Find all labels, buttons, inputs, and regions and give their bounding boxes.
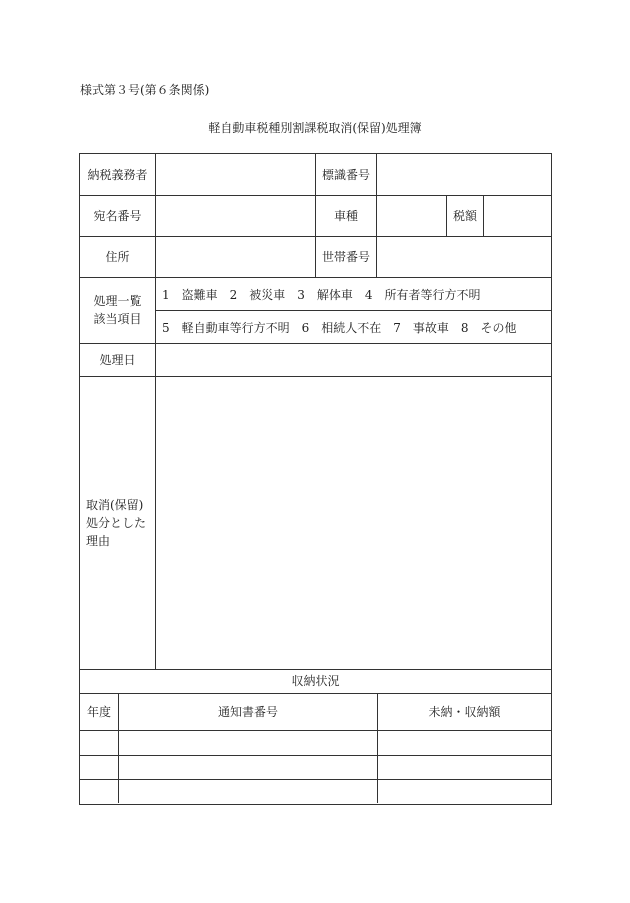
reason-label: [80, 376, 155, 669]
table-row-3-fiscal-year[interactable]: [80, 780, 118, 803]
form-reference: 様式第３号(第６条関係): [80, 83, 210, 97]
table-row-1-amount[interactable]: [378, 731, 551, 755]
tax-amount-field[interactable]: [484, 196, 550, 235]
taxpayer-field[interactable]: [156, 155, 314, 194]
column-header-amount: 未納・収納額: [428, 704, 501, 719]
taxpayer-label: 納税義務者: [87, 167, 148, 182]
table-row-2-notice-number[interactable]: [119, 756, 377, 779]
vehicle-type-field[interactable]: [377, 196, 445, 235]
processing-date-label: 処理日: [99, 352, 136, 367]
processing-options-row1[interactable]: 1 盗難車 2 被災車 3 解体車 4 所有者等行方不明: [162, 287, 481, 302]
household-number-label: 世帯番号: [321, 249, 370, 264]
reason-field[interactable]: [156, 377, 550, 668]
table-row-1-fiscal-year[interactable]: [80, 731, 118, 755]
address-number-field[interactable]: [156, 196, 314, 235]
table-row-3-amount[interactable]: [378, 780, 551, 803]
plate-number-field[interactable]: [377, 155, 550, 194]
tax-amount-label: 税額: [452, 208, 477, 223]
register-form-table: [79, 153, 552, 670]
document-title: 軽自動車税種別割課税取消(保留)処理簿: [208, 121, 422, 135]
processing-list-label: [80, 277, 155, 343]
vehicle-type-label: 車種: [333, 208, 358, 223]
plate-number-label: 標識番号: [321, 167, 370, 182]
reason-label-line3: 理由: [86, 533, 111, 548]
collection-status-title: 収納状況: [291, 674, 340, 688]
household-number-field[interactable]: [377, 237, 550, 276]
table-row-2-amount[interactable]: [378, 756, 551, 779]
processing-options-row2[interactable]: 5 軽自動車等行方不明 6 相続人不在 7 事故車 8 その他: [162, 320, 517, 335]
column-header-fiscal-year: 年度: [86, 704, 111, 719]
processing-list-label-line2: 該当項目: [93, 312, 142, 326]
address-number-label: 宛名番号: [93, 208, 142, 223]
processing-date-field[interactable]: [156, 344, 550, 375]
address-label: 住所: [105, 249, 130, 264]
collection-status-table: [79, 669, 552, 805]
reason-label-line2: 処分とした: [86, 515, 147, 530]
address-field[interactable]: [156, 237, 314, 276]
table-row-1-notice-number[interactable]: [119, 731, 377, 755]
table-row-2-fiscal-year[interactable]: [80, 756, 118, 779]
table-row-3-notice-number[interactable]: [119, 780, 377, 803]
reason-label-line1: 取消(保留): [86, 497, 144, 512]
column-header-notice-number: 通知書番号: [217, 704, 278, 719]
processing-list-label-line1: 処理一覧: [93, 294, 142, 308]
